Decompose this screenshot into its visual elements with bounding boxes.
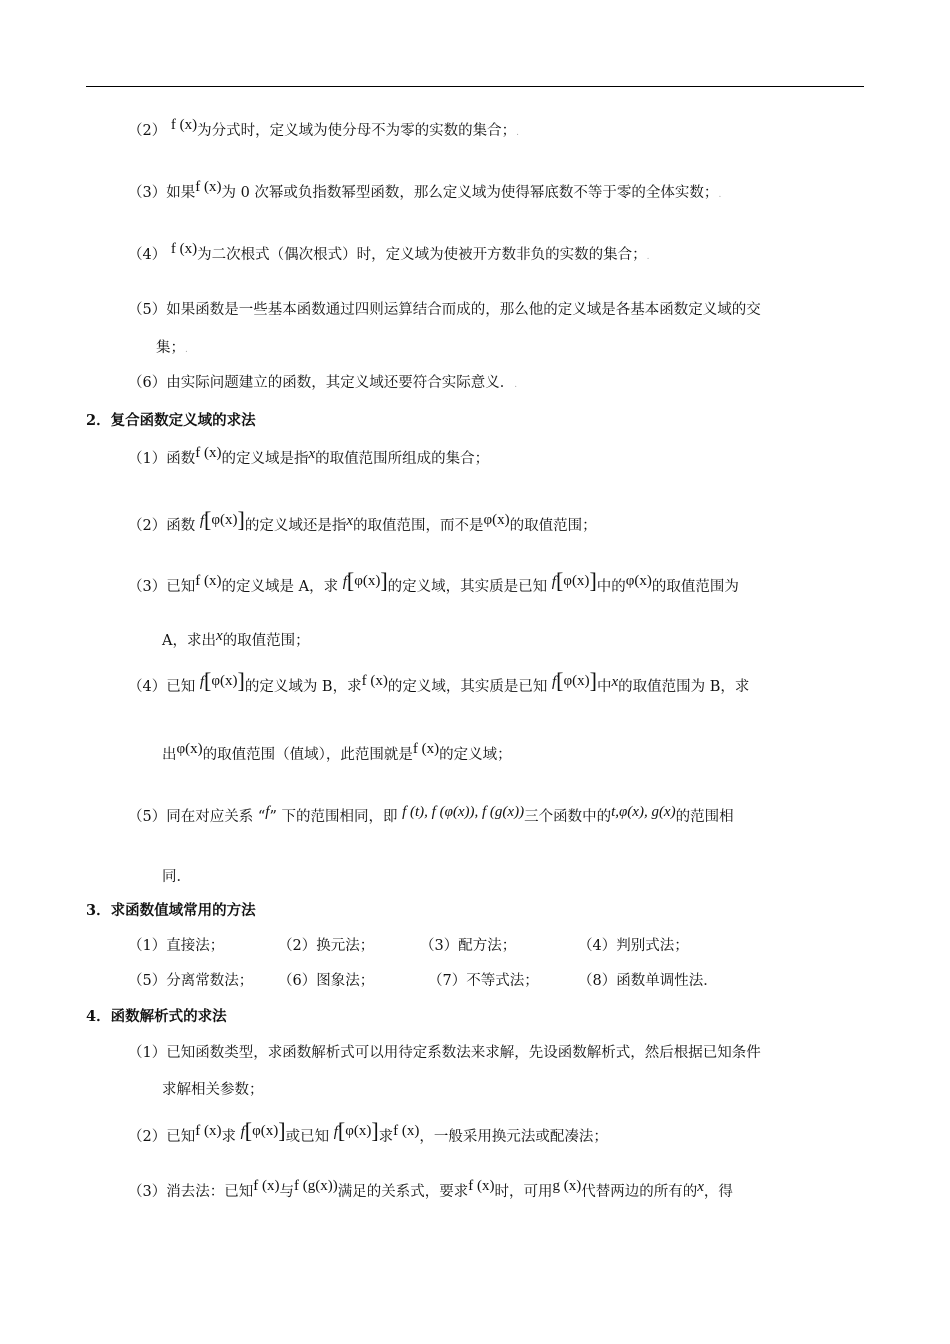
rule-2: （2） f (x)为分式时，定义域为使分母不为零的实数的集合；. [128,117,519,139]
method-8: （8）函数单调性法． [578,973,718,989]
section-4-title: 4．函数解析式的求法 [86,1008,227,1025]
method-1: （1）直接法； [128,938,225,954]
section-2-title: 2．复合函数定义域的求法 [86,412,256,429]
sec4-item-2: （2）已知f (x)求 f[φ(x)]或已知 f[φ(x)]求f (x)，一般采用换元法或配凑法； [128,1118,608,1145]
method-2: （2）换元法； [278,938,375,954]
method-6: （6）图象法； [278,973,375,989]
sec2-item-5-cont: 同． [162,869,191,885]
sec2-item-1: （1）函数f (x)的定义域是指x的取值范围所组成的集合； [128,445,490,467]
sec4-item-1-cont: 求解相关参数； [162,1082,264,1098]
sec2-item-3-cont: A，求出x的取值范围； [162,628,310,649]
rule-5-cont: 集；. [156,340,188,356]
sec4-item-3: （3）消去法：已知f (x)与f (g(x))满足的关系式，要求f (x)时，可用g (x)代替两边的所有的x，得 [128,1178,733,1200]
header-rule [86,86,864,87]
section-3-title: 3．求函数值域常用的方法 [86,902,256,919]
rule-4: （4） f (x)为二次根式（偶次根式）时，定义域为使被开方数非负的实数的集合；. [128,241,650,263]
rule-5: （5）如果函数是一些基本函数通过四则运算结合而成的，那么他的定义域是各基本函数定义域的交 [128,302,761,318]
method-3: （3）配方法； [420,938,517,954]
sec2-item-3: （3）已知f (x)的定义域是 A，求 f[φ(x)]的定义域，其实质是已知 f[φ(x)]中的φ(x)的取值范围为 [128,568,739,595]
sec2-item-5: （5）同在对应关系 “f” 下的范围相同，即 f (t), f (φ(x)), f (g(x))三个函数中的t,φ(x), g(x)的范围相 [128,804,734,825]
method-7: （7）不等式法； [428,973,539,989]
sec2-item-4-cont: 出φ(x)的取值范围（值域），此范围就是f (x)的定义域； [162,741,512,763]
sec2-item-2: （2）函数 f[φ(x)]的定义域还是指x的取值范围，而不是φ(x)的取值范围； [128,507,597,534]
sec4-item-1: （1）已知函数类型，求函数解析式可以用待定系数法来求解，先设函数解析式，然后根据已知条件 [128,1045,761,1061]
method-5: （5）分离常数法； [128,973,254,989]
method-4: （4）判别式法； [578,938,689,954]
rule-3: （3）如果f (x)为 0 次幂或负指数幂型函数，那么定义域为使得幂底数不等于零的全体实数；. [128,179,722,201]
rule-6: （6）由实际问题建立的函数，其定义域还要符合实际意义．. [128,375,518,391]
sec2-item-4: （4）已知 f[φ(x)]的定义域为 B，求f (x)的定义域，其实质是已知 f[φ(x)]中x的取值范围为 B，求 [128,668,750,695]
